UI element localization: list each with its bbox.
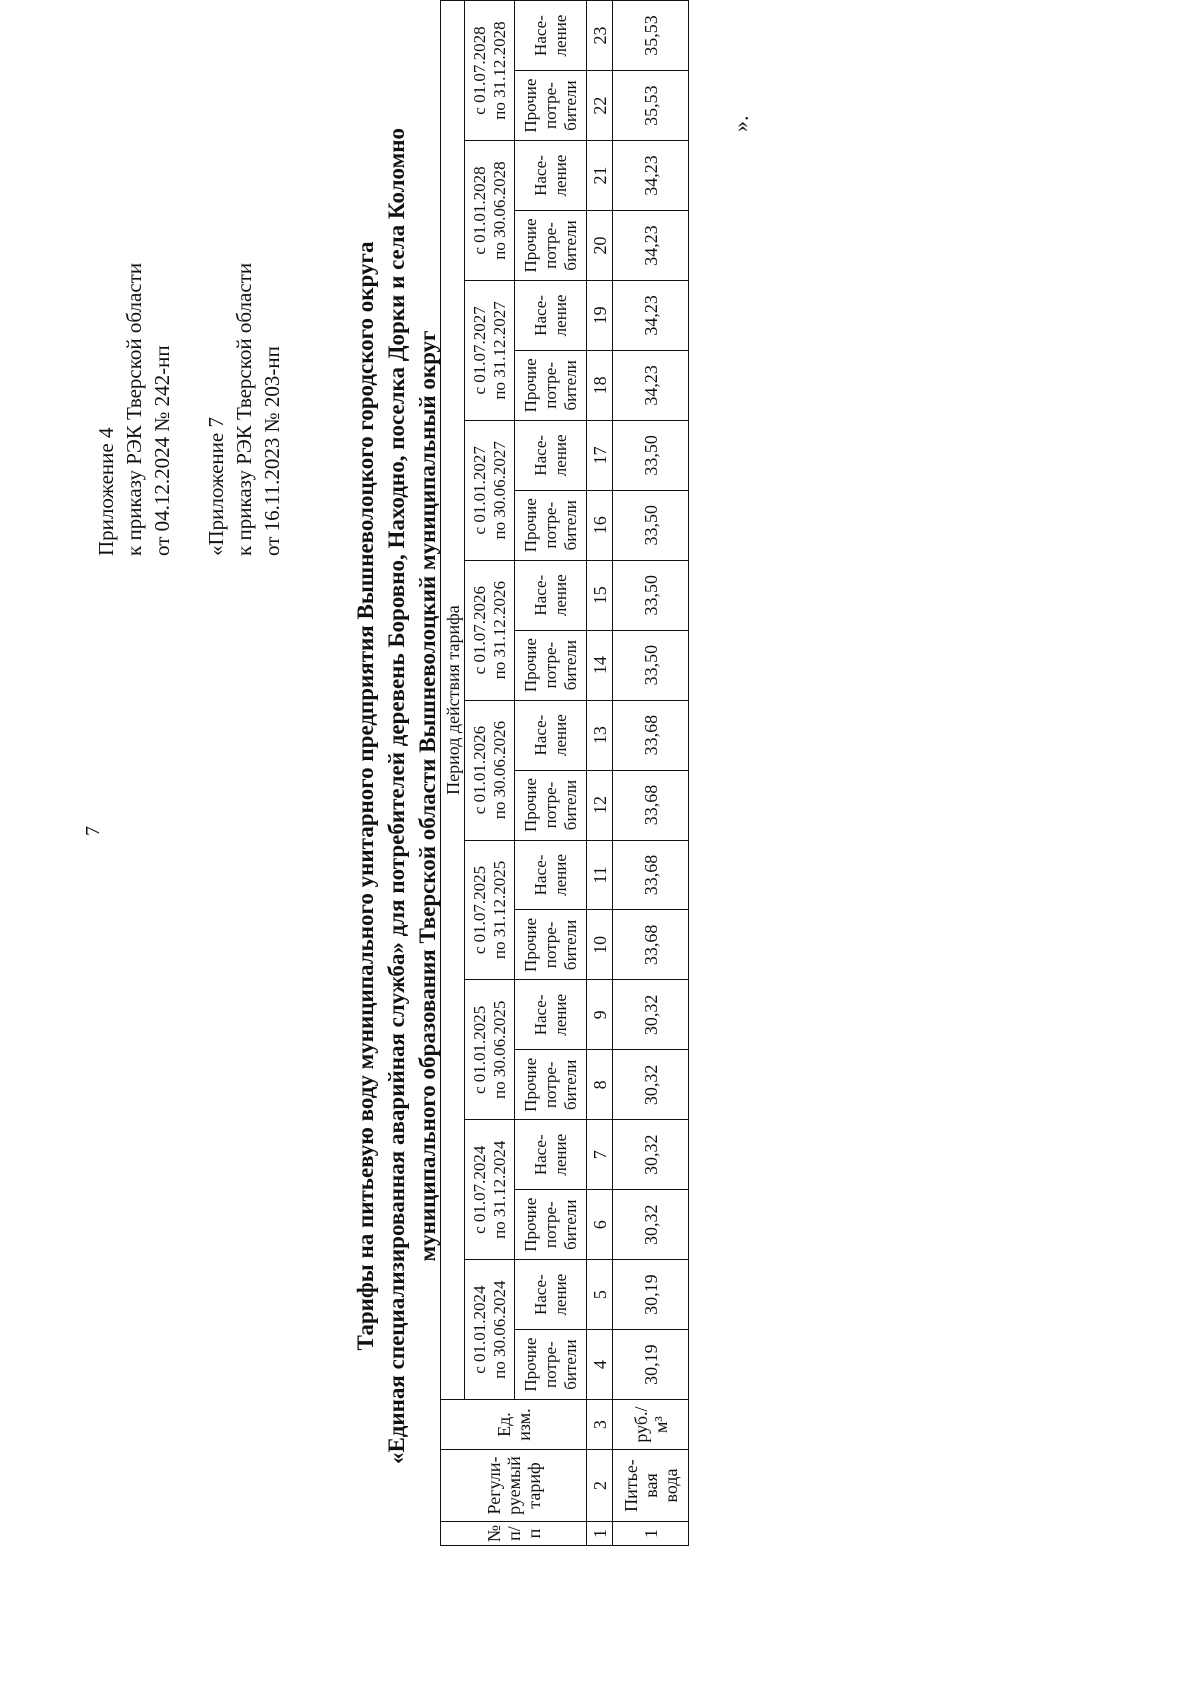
group-label-line: потре-	[540, 1201, 560, 1249]
column-number: 6	[587, 1190, 613, 1260]
group-population	[515, 1260, 587, 1330]
group-label-line: Насе-	[530, 15, 550, 56]
column-number: 23	[587, 1, 613, 71]
column-number: 3	[587, 1400, 613, 1450]
period-cell	[465, 1, 515, 141]
column-number: 4	[587, 1330, 613, 1400]
group-label-line: ление	[550, 14, 570, 57]
column-number: 7	[587, 1120, 613, 1190]
group-label-line: ление	[550, 154, 570, 197]
period-from: с 01.07.2026	[469, 586, 489, 675]
row-number: 1	[613, 1522, 689, 1546]
header-row-groups	[515, 1, 587, 1546]
group-other-consumers	[515, 770, 587, 840]
group-other-consumers	[515, 630, 587, 700]
group-label-line: Насе-	[530, 854, 550, 896]
column-number: 8	[587, 1050, 613, 1120]
period-to: по 31.12.2026	[489, 581, 509, 680]
period-from: с 01.07.2025	[469, 865, 489, 955]
group-label-line: бители	[560, 500, 580, 551]
column-number: 16	[587, 490, 613, 560]
title-line: Тарифы на питьевую воду муниципального унитарного предприятия Вышневолоцкого городского округа	[353, 241, 378, 1351]
annex-line: к приказу РЭК Тверской области	[122, 262, 146, 556]
group-label-line: ление	[550, 714, 570, 756]
period-cell	[465, 560, 515, 700]
period-to: по 30.06.2025	[489, 1000, 509, 1100]
period-from: с 01.01.2025	[469, 1005, 489, 1094]
period-from: с 01.01.2026	[469, 725, 489, 815]
table-row	[613, 1, 689, 1546]
annex-line: от 16.11.2023 № 203-нп	[260, 346, 284, 556]
group-population	[515, 420, 587, 490]
period-to: по 31.12.2028	[489, 21, 509, 120]
column-numbers-row	[587, 1, 613, 1546]
group-label-line: потре-	[540, 1341, 560, 1388]
group-label-line: потре-	[540, 1061, 560, 1109]
group-other-consumers	[515, 1050, 587, 1120]
tariff-value: 33,50	[613, 630, 689, 700]
group-label-line: Насе-	[530, 155, 550, 196]
group-label-line: ление	[550, 993, 570, 1036]
title-line: «Единая специализированная аварийная служба» для потребителей деревень Боровно, Находно, поселка Дорки и села Коломно	[384, 127, 409, 1465]
group-label-line: ление	[550, 294, 570, 337]
tariff-value: 35,53	[613, 71, 689, 141]
group-label-line: бители	[560, 1059, 580, 1110]
header-tariff-col: Регули- руемый тариф	[441, 1450, 587, 1522]
page-number: 7	[82, 826, 104, 836]
column-number: 9	[587, 980, 613, 1050]
annex-line: «Приложение 7	[204, 417, 228, 556]
group-population	[515, 560, 587, 630]
tariff-value: 34,23	[613, 280, 689, 350]
group-label-line: бители	[560, 1339, 580, 1390]
column-number: 15	[587, 560, 613, 630]
tariff-value: 30,32	[613, 1120, 689, 1190]
period-from: с 01.01.2024	[469, 1285, 489, 1374]
period-cell	[465, 840, 515, 980]
document-title	[350, 46, 443, 1546]
column-number: 11	[587, 840, 613, 910]
period-from: с 01.01.2028	[469, 166, 489, 255]
group-label-line: потре-	[540, 781, 560, 829]
group-label-line: Прочие	[520, 218, 540, 273]
group-label-line: потре-	[540, 921, 560, 969]
period-to: по 30.06.2027	[489, 441, 509, 540]
row-unit: руб./ м³	[613, 1400, 689, 1450]
group-label-line: Насе-	[530, 295, 550, 336]
period-cell	[465, 1120, 515, 1260]
group-label-line: Прочие	[520, 917, 540, 972]
group-label-line: ление	[550, 434, 570, 477]
group-label-line: бители	[560, 1199, 580, 1250]
group-population	[515, 980, 587, 1050]
group-label-line: Насе-	[530, 1274, 550, 1316]
group-other-consumers	[515, 71, 587, 141]
period-from: с 01.07.2024	[469, 1145, 489, 1234]
annex-reference-old	[202, 263, 286, 556]
group-other-consumers	[515, 910, 587, 980]
group-label-line: потре-	[540, 501, 560, 549]
tariff-value: 33,50	[613, 420, 689, 490]
column-number: 21	[587, 141, 613, 211]
group-label-line: бители	[560, 919, 580, 971]
group-label-line: потре-	[540, 362, 560, 409]
group-label-line: Прочие	[520, 498, 540, 553]
group-label-line: Прочие	[520, 78, 540, 133]
period-to: по 30.06.2024	[489, 1280, 509, 1379]
column-number: 10	[587, 910, 613, 980]
group-other-consumers	[515, 210, 587, 280]
group-label-line: ление	[550, 1133, 570, 1176]
group-label-line: Прочие	[520, 358, 540, 413]
closing-quote: ».	[728, 115, 753, 132]
group-label-line: Насе-	[530, 994, 550, 1036]
group-label-line: бители	[560, 220, 580, 271]
annex-line: к приказу РЭК Тверской области	[232, 262, 256, 556]
annex-line: Приложение 4	[94, 427, 118, 556]
period-cell	[465, 141, 515, 281]
group-population	[515, 840, 587, 910]
tariff-value: 34,23	[613, 350, 689, 420]
tariff-value: 33,68	[613, 770, 689, 840]
group-label-line: ление	[550, 574, 570, 617]
group-other-consumers	[515, 1330, 587, 1400]
annex-reference-new	[92, 263, 176, 556]
period-to: по 30.06.2026	[489, 720, 509, 820]
group-label-line: ление	[550, 854, 570, 896]
group-label-line: ление	[550, 1273, 570, 1316]
period-from: с 01.07.2028	[469, 26, 489, 115]
header-row-period	[441, 1, 465, 1546]
tariff-value: 30,32	[613, 1050, 689, 1120]
group-label-line: Насе-	[530, 714, 550, 756]
tariff-value: 33,50	[613, 560, 689, 630]
tariff-value: 30,32	[613, 980, 689, 1050]
group-label-line: Прочие	[520, 638, 540, 693]
group-label-line: потре-	[540, 641, 560, 689]
period-cell	[465, 420, 515, 560]
tariff-value: 34,23	[613, 210, 689, 280]
period-to: по 31.12.2025	[489, 860, 509, 960]
group-population	[515, 1120, 587, 1190]
period-cell	[465, 1260, 515, 1400]
group-other-consumers	[515, 350, 587, 420]
group-label-line: Прочие	[520, 1337, 540, 1392]
group-label-line: бители	[560, 639, 580, 691]
group-label-line: Прочие	[520, 778, 540, 833]
tariff-value: 30,19	[613, 1330, 689, 1400]
group-label-line: бители	[560, 80, 580, 131]
period-cell	[465, 980, 515, 1120]
column-number: 1	[587, 1522, 613, 1546]
tariff-table	[440, 0, 689, 1546]
column-number: 13	[587, 700, 613, 770]
tariff-value: 33,68	[613, 910, 689, 980]
period-to: по 31.12.2027	[489, 301, 509, 400]
tariff-value: 30,19	[613, 1260, 689, 1330]
group-other-consumers	[515, 1190, 587, 1260]
row-tariff-name: Питье- вая вода	[613, 1450, 689, 1522]
group-population	[515, 280, 587, 350]
tariff-value: 33,68	[613, 700, 689, 770]
period-to: по 30.06.2028	[489, 161, 509, 260]
column-number: 18	[587, 350, 613, 420]
header-unit-col: Ед. изм.	[441, 1400, 587, 1450]
group-label-line: потре-	[540, 82, 560, 129]
tariff-value: 33,50	[613, 490, 689, 560]
period-header: Период действия тарифа	[441, 1, 465, 1400]
group-label-line: Насе-	[530, 1134, 550, 1176]
column-number: 22	[587, 71, 613, 141]
tariff-value: 30,32	[613, 1190, 689, 1260]
period-cell	[465, 700, 515, 840]
column-number: 14	[587, 630, 613, 700]
group-label-line: Насе-	[530, 574, 550, 616]
column-number: 12	[587, 770, 613, 840]
group-label-line: Прочие	[520, 1197, 540, 1252]
column-number: 20	[587, 210, 613, 280]
tariff-value: 35,53	[613, 1, 689, 71]
header-row-dates	[465, 1, 515, 1546]
header-num-col: № п/ п	[441, 1522, 587, 1546]
column-number: 5	[587, 1260, 613, 1330]
group-label-line: бители	[560, 779, 580, 831]
period-from: с 01.07.2027	[469, 306, 489, 395]
title-line: муниципального образования Тверской области Вышневолоцкий муниципальный округ	[415, 330, 440, 1262]
period-cell	[465, 280, 515, 420]
period-from: с 01.01.2027	[469, 446, 489, 535]
column-number: 2	[587, 1450, 613, 1522]
group-population	[515, 700, 587, 770]
group-population	[515, 1, 587, 71]
annex-line: от 04.12.2024 № 242-нп	[150, 345, 174, 556]
group-label-line: потре-	[540, 222, 560, 269]
column-number: 19	[587, 280, 613, 350]
group-other-consumers	[515, 490, 587, 560]
group-population	[515, 141, 587, 211]
group-label-line: Насе-	[530, 434, 550, 476]
tariff-value: 33,68	[613, 840, 689, 910]
period-to: по 31.12.2024	[489, 1140, 509, 1239]
column-number: 17	[587, 420, 613, 490]
group-label-line: бители	[560, 360, 580, 411]
group-label-line: Прочие	[520, 1057, 540, 1112]
tariff-value: 34,23	[613, 141, 689, 211]
